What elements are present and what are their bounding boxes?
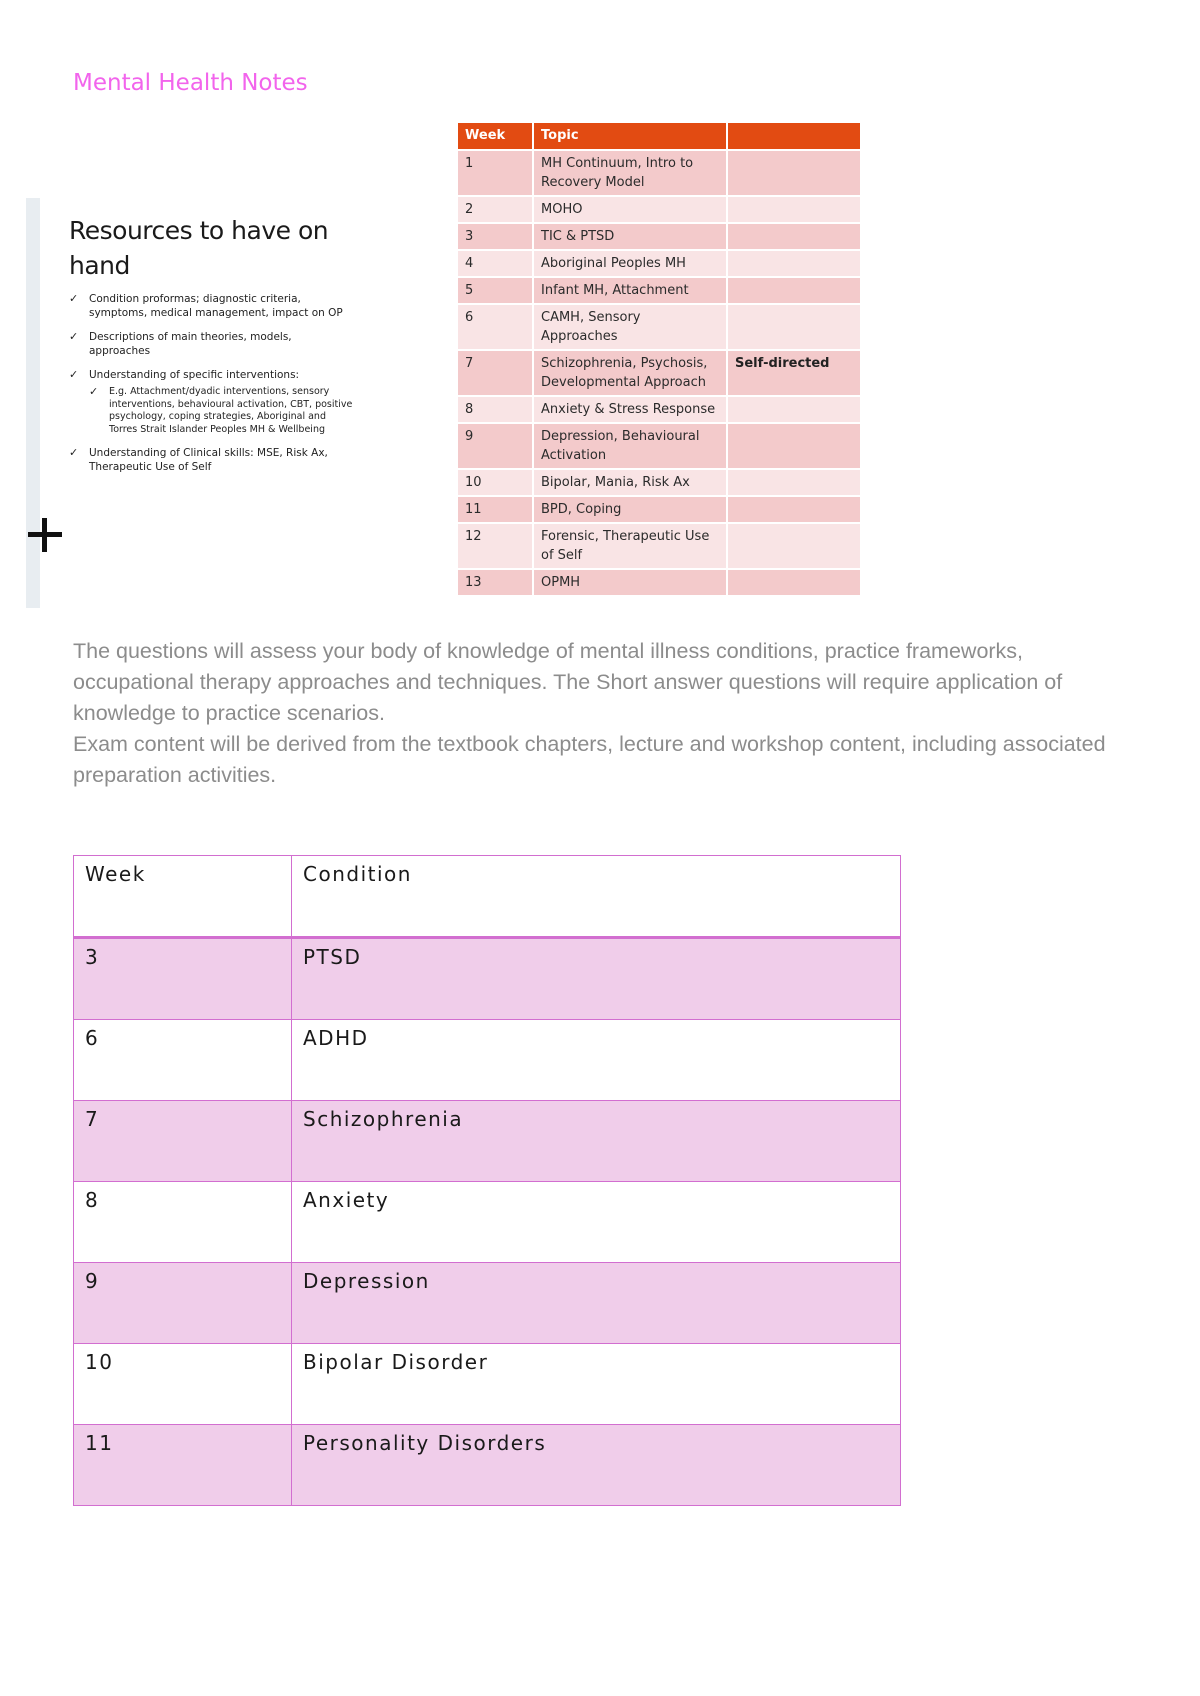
topic-cell: MH Continuum, Intro to Recovery Model <box>533 150 727 196</box>
plus-icon <box>26 516 62 552</box>
note-cell <box>727 250 861 277</box>
week-cell: 2 <box>457 196 533 223</box>
intro-paragraph: Exam content will be derived from the textbook chapters, lecture and workshop content, including associated preparation activities. <box>73 732 1106 787</box>
column-header-notes <box>727 122 861 150</box>
list-item <box>89 386 354 436</box>
check-icon: ✓ <box>69 330 79 343</box>
week-cell: 1 <box>457 150 533 196</box>
condition-cell: Anxiety <box>292 1182 901 1263</box>
week-cell: 10 <box>74 1344 292 1425</box>
table-row <box>457 250 861 277</box>
note-cell <box>727 523 861 569</box>
list-item <box>69 330 354 358</box>
resources-slide <box>26 198 366 608</box>
condition-table <box>73 855 901 1506</box>
list-item <box>69 446 354 474</box>
week-cell: 7 <box>74 1101 292 1182</box>
check-icon: ✓ <box>69 368 79 381</box>
note-cell: Self-directed <box>727 350 861 396</box>
list-item <box>69 292 354 320</box>
slide-sublist <box>89 386 354 436</box>
topic-cell: Bipolar, Mania, Risk Ax <box>533 469 727 496</box>
week-cell: 4 <box>457 250 533 277</box>
table-row <box>457 350 861 396</box>
list-item <box>69 368 354 436</box>
column-header-topic: Topic <box>533 122 727 150</box>
week-cell: 6 <box>457 304 533 350</box>
week-cell: 5 <box>457 277 533 304</box>
week-cell: 8 <box>74 1182 292 1263</box>
topic-cell: BPD, Coping <box>533 496 727 523</box>
week-cell: 6 <box>74 1020 292 1101</box>
note-cell <box>727 196 861 223</box>
note-cell <box>727 423 861 469</box>
table-row <box>457 150 861 196</box>
list-item-text: Condition proformas; diagnostic criteria, symptoms, medical management, impact on OP <box>89 293 343 319</box>
list-item-text: E.g. Attachment/dyadic interventions, sensory interventions, behavioural activation, CBT, positive psychology, coping strategies, Aboriginal and Torres Strait Islander Peoples MH & Wellbeing <box>109 386 353 435</box>
table-header-row <box>74 856 901 938</box>
week-cell: 12 <box>457 523 533 569</box>
table-row <box>457 423 861 469</box>
table-row <box>457 223 861 250</box>
topic-cell: TIC & PTSD <box>533 223 727 250</box>
note-cell <box>727 304 861 350</box>
week-cell: 3 <box>457 223 533 250</box>
table-row <box>74 1344 901 1425</box>
condition-cell: Depression <box>292 1263 901 1344</box>
condition-cell: Personality Disorders <box>292 1425 901 1506</box>
check-icon: ✓ <box>89 385 99 398</box>
table-row <box>457 304 861 350</box>
table-row <box>457 469 861 496</box>
column-header-week: Week <box>74 856 292 938</box>
slide-checklist <box>69 292 354 484</box>
column-header-condition: Condition <box>292 856 901 938</box>
week-cell: 10 <box>457 469 533 496</box>
table-row <box>74 1020 901 1101</box>
table-header-row <box>457 122 861 150</box>
table-row <box>74 1263 901 1344</box>
note-cell <box>727 496 861 523</box>
note-cell <box>727 277 861 304</box>
list-item-text: Understanding of Clinical skills: MSE, Risk Ax, Therapeutic Use of Self <box>89 447 328 473</box>
column-header-week: Week <box>457 122 533 150</box>
note-cell <box>727 569 861 596</box>
condition-cell: Bipolar Disorder <box>292 1344 901 1425</box>
week-cell: 7 <box>457 350 533 396</box>
topic-cell: Aboriginal Peoples MH <box>533 250 727 277</box>
week-cell: 13 <box>457 569 533 596</box>
condition-cell: ADHD <box>292 1020 901 1101</box>
table-row <box>74 1182 901 1263</box>
topic-cell: Forensic, Therapeutic Use of Self <box>533 523 727 569</box>
table-row <box>457 196 861 223</box>
condition-cell: PTSD <box>292 938 901 1020</box>
topic-cell: CAMH, Sensory Approaches <box>533 304 727 350</box>
note-cell <box>727 150 861 196</box>
note-cell <box>727 469 861 496</box>
topic-cell: OPMH <box>533 569 727 596</box>
table-row <box>457 277 861 304</box>
week-cell: 8 <box>457 396 533 423</box>
week-cell: 9 <box>74 1263 292 1344</box>
intro-paragraph: The questions will assess your body of knowledge of mental illness conditions, practice frameworks, occupational therapy approaches and techniques. The Short answer questions will require application of knowledge to practice scenarios. <box>73 639 1063 725</box>
document-title: Mental Health Notes <box>73 70 308 96</box>
table-row <box>457 569 861 596</box>
table-row <box>457 396 861 423</box>
table-row <box>74 938 901 1020</box>
slide-heading: Resources to have on hand <box>69 216 329 280</box>
topic-cell: Depression, Behavioural Activation <box>533 423 727 469</box>
check-icon: ✓ <box>69 292 79 305</box>
topic-cell: Schizophrenia, Psychosis, Developmental Approach <box>533 350 727 396</box>
topic-cell: Infant MH, Attachment <box>533 277 727 304</box>
list-item-text: Understanding of specific interventions: <box>89 369 300 381</box>
topic-cell: Anxiety & Stress Response <box>533 396 727 423</box>
intro-text <box>73 636 1133 791</box>
week-cell: 11 <box>74 1425 292 1506</box>
table-row <box>457 523 861 569</box>
note-cell <box>727 223 861 250</box>
table-row <box>74 1101 901 1182</box>
week-cell: 9 <box>457 423 533 469</box>
week-cell: 3 <box>74 938 292 1020</box>
list-item-text: Descriptions of main theories, models, approaches <box>89 331 292 357</box>
note-cell <box>727 396 861 423</box>
table-row <box>457 496 861 523</box>
condition-cell: Schizophrenia <box>292 1101 901 1182</box>
topic-schedule-table <box>456 121 862 597</box>
topic-cell: MOHO <box>533 196 727 223</box>
table-row <box>74 1425 901 1506</box>
check-icon: ✓ <box>69 446 79 459</box>
week-cell: 11 <box>457 496 533 523</box>
